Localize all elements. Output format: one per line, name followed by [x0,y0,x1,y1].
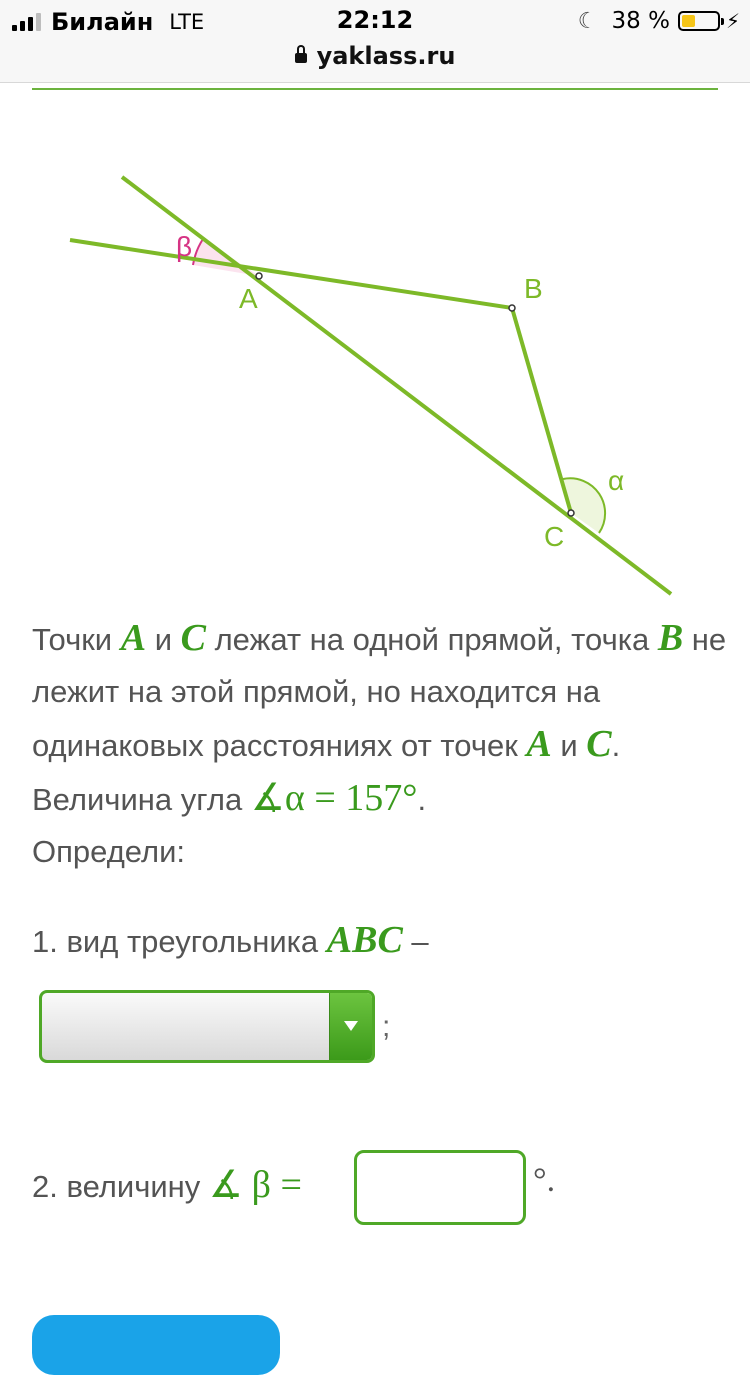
problem-text: Определи: [32,834,186,869]
status-time: 22:12 [336,6,414,34]
status-right [578,8,740,34]
problem-text: . [611,728,621,763]
question-2 [32,1162,302,1207]
semicolon: ; [382,1010,391,1043]
problem-text: не лежит на этой прямой, но находится на одинаковых расстояниях от точек [32,622,727,763]
math-c: C [180,617,206,659]
label-a: A [239,283,258,314]
point-b [509,305,515,311]
carrier-name: Билайн [51,8,154,36]
line-ac [122,177,671,594]
triangle-figure [0,130,750,610]
problem-text: лежат на одной прямой, точка [205,622,658,657]
problem-text: и [146,622,181,657]
label-c: C [544,521,565,552]
label-b: B [524,273,543,304]
math-eq: = [304,777,346,819]
url-bar[interactable] [0,42,750,70]
math-beta: β [251,1164,271,1206]
question-1-dash: – [402,924,429,959]
math-b: B [657,617,684,659]
point-a [256,273,262,279]
beta-answer-input[interactable] [354,1150,526,1225]
battery-fill [682,15,695,27]
degree-suffix: °. [533,1162,556,1199]
label-alpha: α [608,465,625,496]
url-text: yaklass.ru [316,42,456,70]
problem-statement [32,612,732,878]
problem-text: . [417,782,427,817]
lock-icon [295,53,307,63]
line-ab [70,240,512,308]
divider [32,88,718,90]
math-c: C [586,723,612,765]
label-beta: β [176,231,193,262]
charging-icon: ⚡ [725,9,740,33]
math-eq: = [270,1164,302,1206]
battery-icon [678,11,720,31]
problem-text: Точки [32,622,121,657]
point-c [568,510,574,516]
math-alpha: α [284,777,305,819]
moon-icon: ☾ [577,8,598,34]
problem-text: Величина угла [32,782,251,817]
network-type: LTE [169,10,205,34]
battery-percent: 38 % [611,8,670,34]
question-2-text: 2. величину [32,1169,209,1204]
angle-icon: ∡ [250,777,285,819]
question-1-text: 1. вид треугольника [32,924,327,959]
alpha-value: 157° [345,777,418,819]
math-a: A [526,723,552,765]
problem-text: и [551,728,587,763]
angle-icon: ∡ [208,1164,243,1206]
question-1 [32,918,429,962]
triangle-type-select[interactable] [39,990,375,1063]
status-bar [0,0,750,83]
chevron-down-icon[interactable] [329,993,372,1060]
submit-button[interactable] [32,1315,280,1375]
math-abc: ABC [326,919,403,961]
math-a: A [120,617,147,659]
